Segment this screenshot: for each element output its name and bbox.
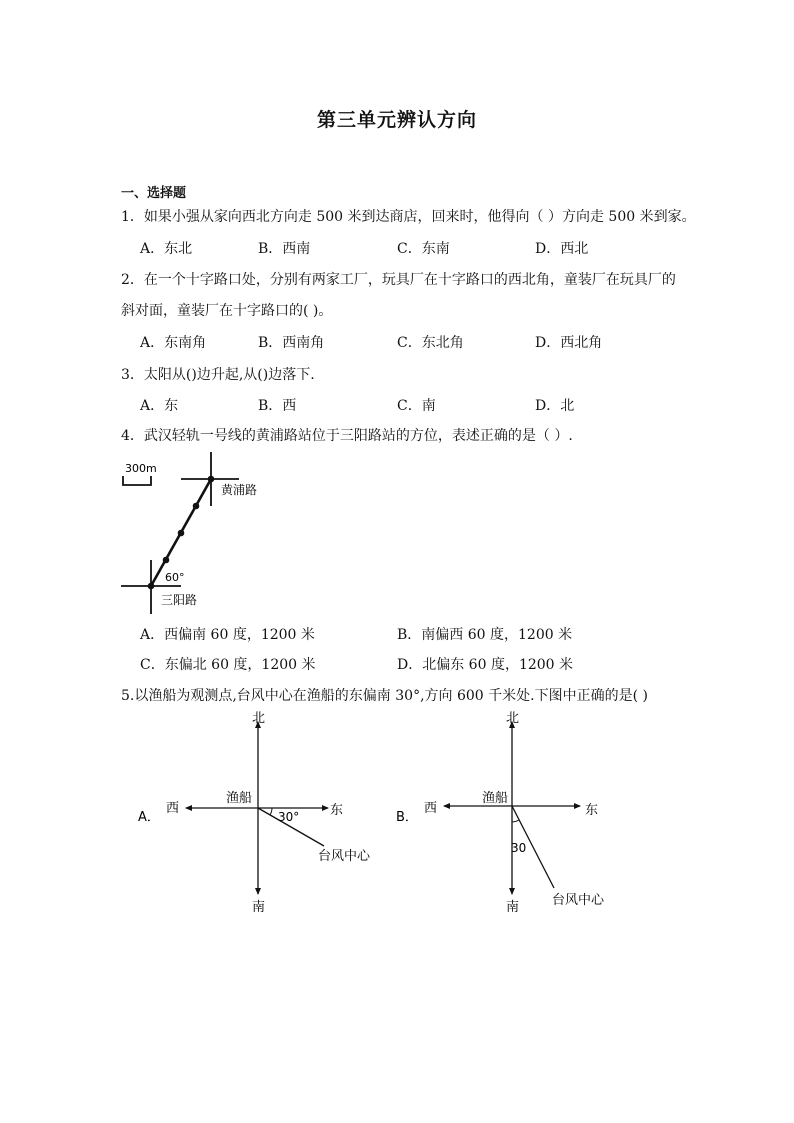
question-3-text: 3．太阳从()边升起,从()边落下. bbox=[121, 367, 315, 383]
fishing-boat-label: 渔船 bbox=[226, 791, 253, 806]
question-2-text-line-1: 2．在一个十字路口处，分别有两家工厂，玩具厂在十字路口的西北角，童装厂在玩具厂的 bbox=[121, 272, 676, 288]
typhoon-center-label: 台风中心 bbox=[318, 849, 371, 864]
page-title: 第三单元辨认方向 bbox=[317, 109, 478, 131]
east-label: 东 bbox=[585, 803, 599, 818]
south-label: 南 bbox=[252, 900, 266, 915]
fishing-boat-label: 渔船 bbox=[482, 791, 509, 806]
question-3-option-c[interactable]: C．南 bbox=[397, 398, 436, 414]
question-2-option-a[interactable]: A．东南角 bbox=[140, 335, 207, 351]
question-2-text-line-2: 斜对面，童装厂在十字路口的( )。 bbox=[121, 303, 333, 319]
angle-label: 30 bbox=[511, 841, 527, 855]
north-label: 北 bbox=[252, 711, 266, 726]
south-label: 南 bbox=[506, 900, 520, 915]
scale-bar bbox=[123, 476, 151, 485]
station-dot bbox=[148, 583, 155, 590]
question-3-option-b[interactable]: B．西 bbox=[258, 398, 297, 414]
question-4-option-b[interactable]: B．南偏西 60 度，1200 米 bbox=[397, 627, 573, 643]
question-5-text: 5.以渔船为观测点,台风中心在渔船的东偏南 30°,方向 600 千米处.下图中正确的是( ) bbox=[121, 688, 648, 704]
question-4-option-d[interactable]: D．北偏东 60 度，1200 米 bbox=[397, 657, 574, 673]
station-dot bbox=[163, 557, 170, 564]
question-4-option-c[interactable]: C．东偏北 60 度，1200 米 bbox=[140, 657, 316, 673]
station-dot bbox=[178, 530, 185, 537]
question-1-text: 1．如果小强从家向西北方向走 500 米到达商店，回来时，他得向（ ）方向走 500 米到家。 bbox=[121, 209, 696, 225]
question-5-figure-b[interactable] bbox=[388, 708, 648, 918]
option-a-label: A． bbox=[138, 810, 160, 825]
bottom-station-label: 三阳路 bbox=[161, 593, 198, 607]
west-label: 西 bbox=[166, 801, 180, 816]
question-1-option-b[interactable]: B．西南 bbox=[258, 241, 311, 257]
question-1-option-c[interactable]: C．东南 bbox=[397, 241, 450, 257]
question-2-option-d[interactable]: D．西北角 bbox=[535, 335, 603, 351]
angle-arc bbox=[512, 820, 519, 822]
angle-label: 30° bbox=[278, 810, 300, 824]
east-label: 东 bbox=[330, 803, 344, 818]
question-3-option-d[interactable]: D．北 bbox=[535, 398, 575, 414]
angle-label: 60° bbox=[165, 571, 185, 584]
question-1-option-a[interactable]: A．东北 bbox=[140, 241, 193, 257]
question-4-map-figure bbox=[115, 448, 275, 620]
option-b-label: B． bbox=[396, 810, 418, 825]
question-1-option-d[interactable]: D．西北 bbox=[535, 241, 589, 257]
question-3-option-a[interactable]: A．东 bbox=[140, 398, 179, 414]
west-label: 西 bbox=[424, 801, 438, 816]
question-4-text: 4．武汉轻轨一号线的黄浦路站位于三阳路站的方位，表述正确的是（ ）. bbox=[121, 428, 573, 444]
angle-arc bbox=[270, 808, 272, 815]
top-station-label: 黄浦路 bbox=[221, 483, 258, 497]
question-2-option-c[interactable]: C．东北角 bbox=[397, 335, 464, 351]
question-5-figure-a[interactable] bbox=[130, 708, 390, 918]
question-4-option-a[interactable]: A．西偏南 60 度，1200 米 bbox=[140, 627, 315, 643]
station-dot bbox=[193, 503, 200, 510]
section-heading: 一、选择题 bbox=[121, 186, 187, 201]
typhoon-center-label: 台风中心 bbox=[552, 893, 605, 908]
scale-label: 300m bbox=[125, 462, 157, 475]
question-2-option-b[interactable]: B．西南角 bbox=[258, 335, 325, 351]
station-dot bbox=[208, 476, 215, 483]
north-label: 北 bbox=[506, 711, 520, 726]
